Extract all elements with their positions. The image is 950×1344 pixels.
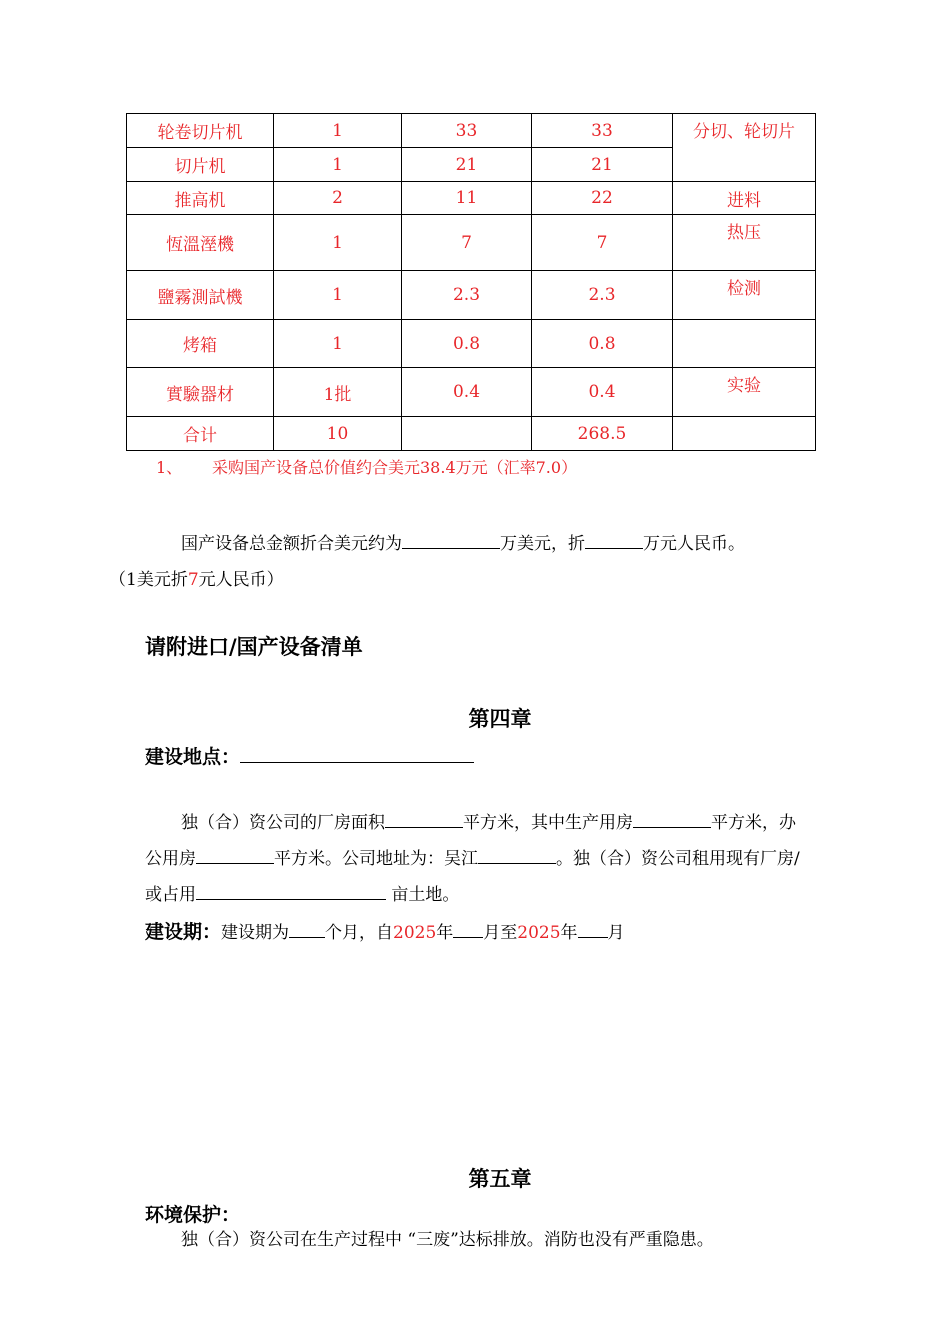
equipment-name: 鹽霧測試機 (127, 271, 274, 320)
equipment-use: 实验 (673, 368, 816, 417)
usd-amount-blank[interactable] (402, 526, 500, 549)
para-text: 国产设备总金额折合美元约为 (181, 534, 402, 554)
site-blank[interactable] (240, 738, 474, 763)
para-text: （1美元折 (109, 570, 188, 590)
period-label: 建设期： (145, 921, 222, 943)
table-total-row (127, 417, 816, 451)
total-qty: 10 (274, 417, 402, 451)
land-area-blank[interactable] (196, 877, 386, 900)
table-row (127, 320, 816, 368)
equipment-use (673, 320, 816, 368)
equipment-name: 轮卷切片机 (127, 114, 274, 148)
para-text: 万美元，折 (500, 534, 585, 554)
equipment-name: 實驗器材 (127, 368, 274, 417)
equipment-total: 7 (532, 215, 673, 271)
equipment-use: 分切、轮切片 (673, 114, 816, 182)
equipment-price: 0.4 (402, 368, 532, 417)
equipment-total: 21 (532, 148, 673, 182)
equipment-price: 11 (402, 182, 532, 215)
table-note (156, 455, 577, 478)
equipment-price: 2.3 (402, 271, 532, 320)
equipment-price: 33 (402, 114, 532, 148)
para-text: 年 (436, 923, 454, 943)
equipment-use: 热压 (673, 215, 816, 271)
equipment-price: 21 (402, 148, 532, 182)
equipment-qty: 1 (274, 271, 402, 320)
para-text: 月至 (483, 923, 518, 943)
equipment-price: 7 (402, 215, 532, 271)
para-text: 元人民币） (198, 570, 284, 590)
para-text: 建设期为 (221, 923, 290, 943)
para-text: 独（合）资公司的厂房面积 (181, 813, 385, 833)
equipment-qty: 1批 (274, 368, 402, 417)
total-price (402, 417, 532, 451)
para-text: 年 (560, 923, 578, 943)
equipment-name: 恆溫溼機 (127, 215, 274, 271)
equipment-name: 烤箱 (127, 320, 274, 368)
construction-period (145, 914, 810, 951)
rmb-amount-blank[interactable] (585, 526, 643, 549)
equipment-price: 0.8 (402, 320, 532, 368)
equipment-total: 0.4 (532, 368, 673, 417)
para-text: 月 (607, 923, 625, 943)
para-text: 平方米，其中生产用房 (463, 813, 633, 833)
equipment-name: 切片机 (127, 148, 274, 182)
site-heading (145, 738, 474, 769)
table-row (127, 271, 816, 320)
equipment-total: 22 (532, 182, 673, 215)
equipment-qty: 1 (274, 320, 402, 368)
table-row (127, 368, 816, 417)
equipment-total: 33 (532, 114, 673, 148)
equipment-qty: 2 (274, 182, 402, 215)
end-month-blank[interactable] (578, 915, 608, 938)
equipment-qty: 1 (274, 148, 402, 182)
factory-paragraph (145, 805, 810, 913)
site-label: 建设地点： (145, 746, 241, 768)
table-row (127, 182, 816, 215)
table-row (127, 114, 816, 148)
note-text: 采购国产设备总价值约合美元38.4万元（汇率7.0） (212, 458, 578, 477)
chapter-five-title: 第五章 (468, 1167, 532, 1191)
office-area-blank[interactable] (196, 841, 274, 864)
environment-heading: 环境保护： (145, 1204, 241, 1226)
equipment-name: 推高机 (127, 182, 274, 215)
equipment-table (126, 113, 816, 451)
factory-area-blank[interactable] (385, 805, 463, 828)
table-row (127, 215, 816, 271)
equipment-use: 进料 (673, 182, 816, 215)
attachment-heading: 请附进口/国产设备清单 (145, 635, 363, 659)
para-text: 万元人民币。 (643, 534, 745, 554)
note-number: 1、 (156, 458, 183, 477)
para-text: 亩土地。 (386, 885, 460, 905)
start-year: 2025 (393, 923, 437, 943)
equipment-qty: 1 (274, 114, 402, 148)
start-month-blank[interactable] (453, 915, 483, 938)
total-use (673, 417, 816, 451)
production-area-blank[interactable] (633, 805, 711, 828)
address-blank[interactable] (478, 841, 556, 864)
equipment-qty: 1 (274, 215, 402, 271)
chapter-four-title: 第四章 (468, 707, 532, 731)
equipment-total: 2.3 (532, 271, 673, 320)
para-text: 平方米，办公用房 (145, 813, 796, 869)
equipment-use: 检测 (673, 271, 816, 320)
para-text: 个月，自 (325, 923, 394, 943)
equipment-total: 0.8 (532, 320, 673, 368)
total-label: 合计 (127, 417, 274, 451)
exchange-rate: 7 (187, 570, 199, 590)
currency-paragraph (109, 526, 810, 598)
end-year: 2025 (517, 923, 561, 943)
months-blank[interactable] (289, 915, 325, 938)
para-text: 。独（合）资公司租用现有厂房/或占用 (145, 849, 800, 905)
para-text: 平方米。公司地址为：吴江 (274, 849, 478, 869)
total-amount: 268.5 (532, 417, 673, 451)
environment-paragraph: 独（合）资公司在生产过程中 “三废”达标排放。消防也没有严重隐患。 (181, 1230, 714, 1250)
